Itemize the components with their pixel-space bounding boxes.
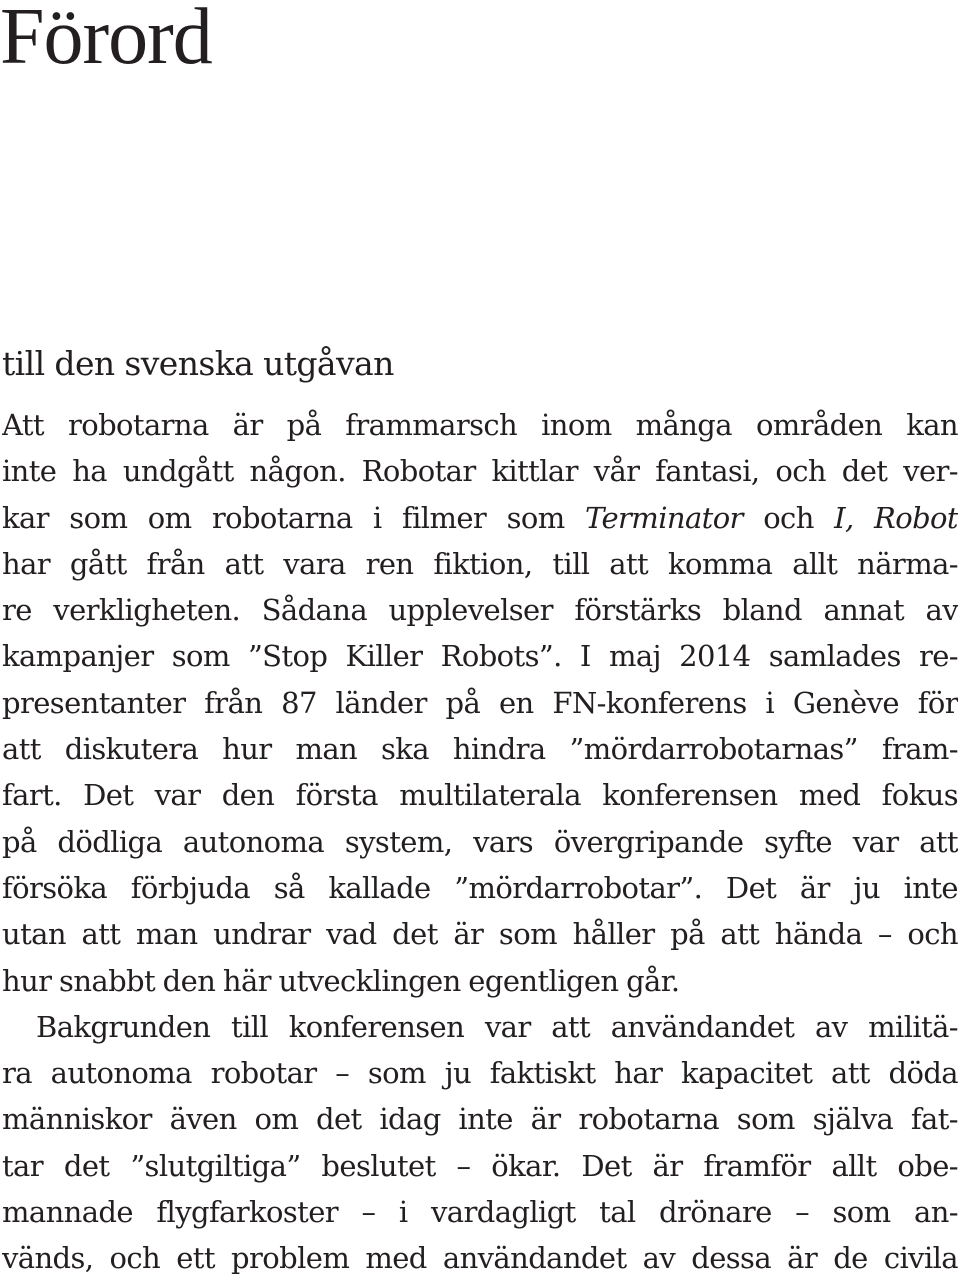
text-line bbox=[2, 495, 958, 541]
paragraph bbox=[2, 402, 958, 1004]
text-line: försöka förbjuda så kallade ”mördarrobotar”. Det är ju inte bbox=[2, 870, 958, 905]
text-line: på dödliga autonoma system, vars övergripande syfte var att bbox=[2, 824, 958, 859]
text-line: Att robotarna är på frammarsch inom många områden kan bbox=[2, 408, 958, 442]
chapter-subtitle: till den svenska utgåvan bbox=[2, 344, 394, 383]
text-line: mannade flygfarkoster – i vardagligt tal drönare – som an- bbox=[2, 1195, 958, 1230]
text-line: att diskutera hur man ska hindra ”mördarrobotarnas” fram- bbox=[2, 732, 958, 767]
text-line: vänds, och ett problem med användandet av dessa är de civila bbox=[2, 1241, 958, 1276]
text-line: ra autonoma robotar – som ju faktiskt har kapacitet att döda bbox=[2, 1056, 958, 1091]
text-line: hur snabbt den här utvecklingen egentligen går. bbox=[2, 963, 680, 998]
body-text bbox=[2, 402, 958, 1282]
film-title-terminator: Terminator bbox=[584, 500, 743, 535]
text-run: och bbox=[742, 500, 835, 535]
text-line: kampanjer som ”Stop Killer Robots”. I maj 2014 samlades re- bbox=[2, 639, 958, 674]
text-line: Bakgrunden till konferensen var att användandet av militä- bbox=[36, 1009, 958, 1044]
text-line: har gått från att vara ren fiktion, till att komma allt närma- bbox=[2, 546, 958, 581]
text-line: utan att man undrar vad det är som håller på att hända – och bbox=[2, 917, 958, 952]
text-line: presentanter från 87 länder på en FN-konferens i Genève för bbox=[2, 685, 958, 720]
text-line: människor även om det idag inte är robotarna som själva fat- bbox=[2, 1102, 958, 1137]
chapter-title: Förord bbox=[0, 0, 212, 81]
text-line: re verkligheten. Sådana upplevelser förstärks bland annat av bbox=[2, 593, 958, 628]
paragraph bbox=[2, 1004, 958, 1282]
text-run: kar som om robotarna i filmer som bbox=[2, 500, 585, 535]
text-line: inte ha undgått någon. Robotar kittlar vår fantasi, och det ver- bbox=[2, 454, 958, 489]
text-line: tar det ”slutgiltiga” beslutet – ökar. Det är framför allt obe- bbox=[2, 1148, 958, 1183]
film-title-i-robot: I, Robot bbox=[834, 500, 958, 535]
text-line: fart. Det var den första multilaterala konferensen med fokus bbox=[2, 778, 958, 813]
